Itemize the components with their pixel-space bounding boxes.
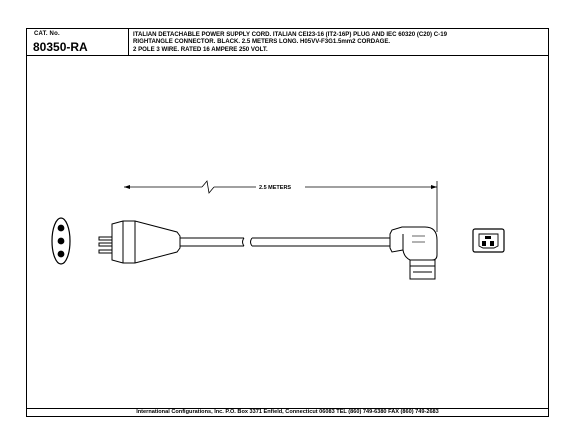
dimension-label: 2.5 METERS (259, 185, 292, 191)
right-angle-connector (390, 227, 437, 279)
power-cord (180, 238, 390, 246)
italian-plug-face (52, 218, 70, 264)
description-line-3: 2 POLE 3 WIRE. RATED 16 AMPERE 250 VOLT. (133, 45, 268, 53)
company-footer: International Configurations, Inc. P.O. Box 3371 Enfield, Connecticut 06083 TEL (860) 749-6380 FAX (860) 749-2683 (136, 409, 439, 415)
catalog-number: 80350-RA (33, 40, 88, 54)
italian-plug-side (99, 221, 180, 263)
iec-c19-connector-face (473, 229, 504, 252)
description-line-1: ITALIAN DETACHABLE POWER SUPPLY CORD. ITALIAN CEI23-16 (IT2-16P) PLUG AND IEC 60320 (C20) C-19 (133, 31, 447, 38)
description-line-2: RIGHTANGLE CONNECTOR. BLACK. 2.5 METERS LONG. H05VV-F3G1.5mm2 CORDAGE. (133, 38, 391, 46)
catalog-label: CAT. No. (34, 31, 60, 37)
